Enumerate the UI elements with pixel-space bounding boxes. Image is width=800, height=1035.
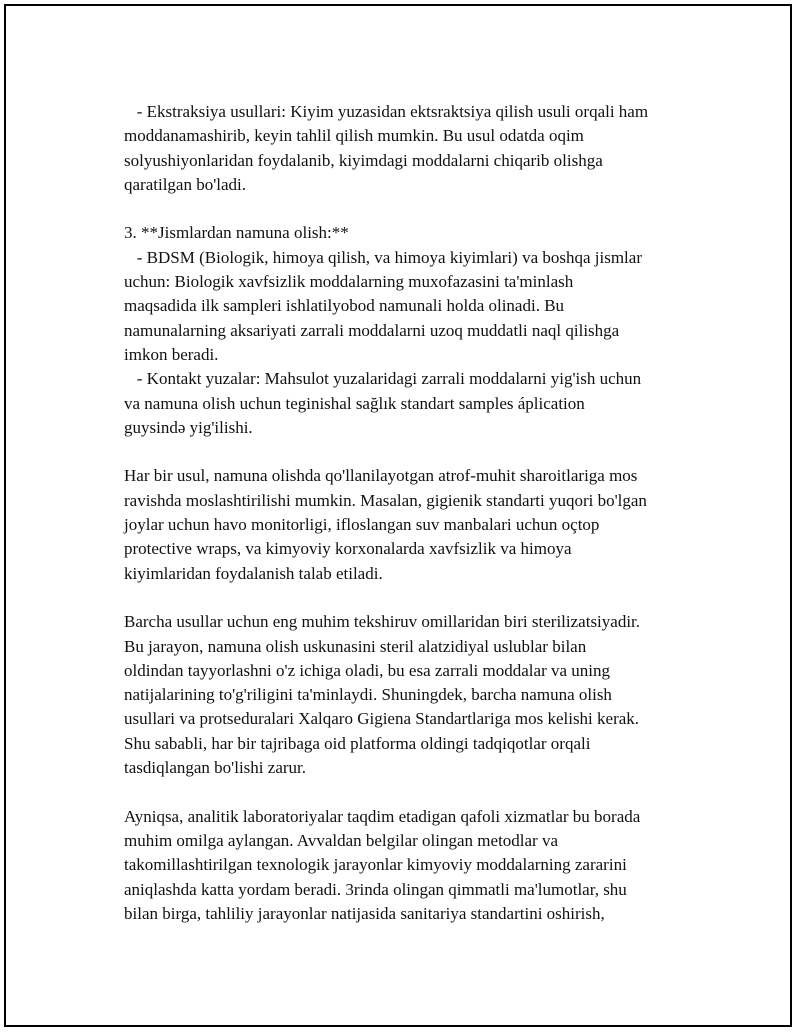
text-line: joylar uchun havo monitorligi, ifloslangan suv manbalari uchun oçtop <box>124 515 600 535</box>
text-line: Ayniqsa, analitik laboratoriyalar taqdim etadigan qafoli xizmatlar bu borada <box>124 806 641 826</box>
document-body <box>124 100 704 926</box>
section-heading: 3. **Jismlardan namuna olish:** <box>124 223 349 243</box>
text-line: natijalarining to'g'riligini ta'minlaydi. Shuningdek, barcha namuna olish <box>124 685 612 705</box>
text-line: - BDSM (Biologik, himoya qilish, va himoya kiyimlari) va boshqa jismlar <box>124 247 642 267</box>
text-line: solyushiyonlaridan foydalanib, kiyimdagi moddalarni chiqarib olishga <box>124 150 603 170</box>
text-line: usullari va protseduralari Xalqaro Gigiena Standartlariga mos kelishi kerak. <box>124 709 640 729</box>
text-line: tasdiqlangan bo'lishi zarur. <box>124 758 306 778</box>
text-line: - Ekstraksiya usullari: Kiyim yuzasidan ektsraktsiya qilish usuli orqali ham <box>124 102 649 121</box>
text-line: Bu jarayon, namuna olish uskunasini steril alatzidiyal uslublar bilan <box>124 636 587 656</box>
text-line: bilan birga, tahliliy jarayonlar natijasida sanitariya standartini oshirish, <box>124 903 605 923</box>
text-line: muhim omilga aylangan. Avvaldan belgilar olingan metodlar va <box>124 830 559 850</box>
text-line: uchun: Biologik xavfsizlik moddalarning muxofazasini ta'minlash <box>124 272 574 292</box>
text-line: namunalarning aksariyati zarrali moddalarni uzoq muddatli naql qilishga <box>124 320 620 340</box>
text-line: imkon beradi. <box>124 344 219 364</box>
text-line: protective wraps, va kimyoviy korxonalarda xavfsizlik va himoya <box>124 539 572 559</box>
paragraph-gap <box>124 197 704 221</box>
text-line: ravishda moslashtirilishi mumkin. Masalan, gigienik standarti yuqori bo'lgan <box>124 490 647 510</box>
text-line: aniqlashda katta yordam beradi. 3rinda olingan qimmatli ma'lumotlar, shu <box>124 879 627 899</box>
paragraph-gap <box>124 440 704 464</box>
text-line: guysində yig'ilishi. <box>124 417 253 437</box>
text-line: Har bir usul, namuna olishda qo'llanilayotgan atrof-muhit sharoitlariga mos <box>124 466 638 486</box>
text-line: Shu sababli, har bir tajribaga oid platforma oldingi tadqiqotlar orqali <box>124 733 591 753</box>
paragraph-gap <box>124 780 704 804</box>
paragraph-laboratories <box>124 805 704 926</box>
page-frame <box>4 4 792 1027</box>
text-line: - Kontakt yuzalar: Mahsulot yuzalaridagi zarrali moddalarni yig'ish uchun <box>124 369 642 389</box>
text-line: va namuna olish uchun teginishal sağlık standart samples áplication <box>124 393 585 413</box>
text-line: takomillashtirilgan texnologik jarayonlar kimyoviy moddalarning zararini <box>124 855 627 875</box>
text-line: maqsadida ilk sampleri ishlatilyobod namunali holda olinadi. Bu <box>124 296 565 316</box>
text-line: Barcha usullar uchun eng muhim tekshiruv omillaridan biri sterilizatsiyadir. <box>124 612 641 632</box>
text-line: kiyimlaridan foydalanish talab etiladi. <box>124 563 383 583</box>
text-line: moddanamashirib, keyin tahlil qilish mumkin. Bu usul odatda oqim <box>124 126 584 146</box>
paragraph-sterilization <box>124 610 704 780</box>
paragraph-objects-sampling <box>124 221 704 440</box>
paragraph-gap <box>124 586 704 610</box>
text-line: oldindan tayyorlashni o'z ichiga oladi, bu esa zarrali moddalar va uning <box>124 660 610 680</box>
text-line: qaratilgan bo'ladi. <box>124 174 247 194</box>
paragraph-extraction <box>124 100 704 197</box>
paragraph-adaptation <box>124 464 704 585</box>
